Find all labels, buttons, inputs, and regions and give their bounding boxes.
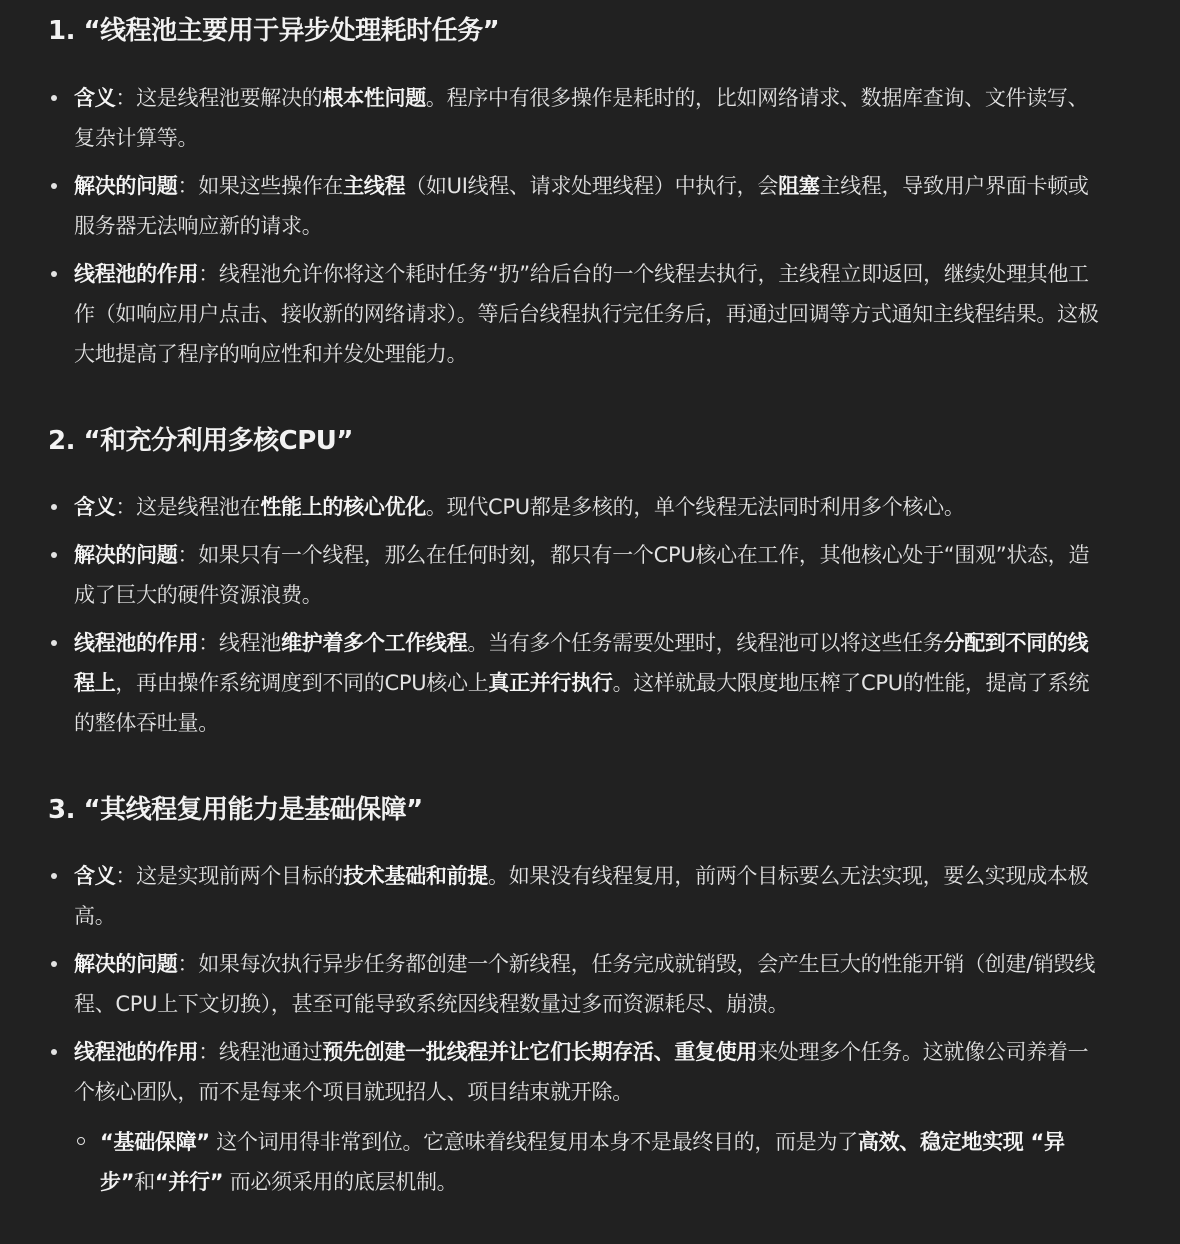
body-text: 主线程，导致用户界面卡顿或服务器无法响应新的请求。 [74, 174, 1089, 238]
item-label: 解决的问题 [74, 174, 178, 198]
body-text: 这是线程池在 [136, 495, 261, 519]
body-text: （如UI线程、请求处理线程）中执行，会 [405, 174, 779, 198]
label-colon: ： [115, 86, 137, 110]
sub-list-item [48, 1122, 1104, 1202]
body-text: 和 [134, 1170, 155, 1194]
body-text: 如果这些操作在 [198, 174, 344, 198]
bullet-list [48, 78, 1104, 374]
emphasis-text: “基础保障” [100, 1130, 210, 1154]
label-colon: ： [177, 174, 199, 198]
section-1 [48, 0, 1104, 374]
section-heading: 2. “和充分利用多核CPU” [48, 426, 353, 456]
list-item [48, 254, 1104, 374]
emphasis-text: 阻塞 [778, 174, 820, 198]
body-text: 如果每次执行异步任务都创建一个新线程，任务完成就销毁，会产生巨大的性能开销（创建/销毁线程、CPU上下文切换），甚至可能导致系统因线程数量过多而资源耗尽、崩溃。 [74, 952, 1096, 1016]
item-label: 含义 [74, 86, 116, 110]
body-text: 线程池通过 [218, 1040, 323, 1064]
item-label: 含义 [74, 495, 116, 519]
bullet-list [48, 487, 1104, 743]
label-colon: ： [198, 262, 219, 286]
bullet-list [48, 856, 1104, 1202]
label-colon: ： [198, 631, 219, 655]
body-text: 。如果没有线程复用，前两个目标要么无法实现，要么实现成本极高。 [74, 864, 1089, 928]
list-item [48, 487, 1104, 527]
emphasis-text: 技术基础和前提 [343, 864, 489, 888]
body-text: 线程池 [218, 631, 282, 655]
body-text: 如果只有一个线程，那么在任何时刻，都只有一个CPU核心在工作，其他核心处于“围观”状态，造成了巨大的硬件资源浪费。 [74, 543, 1090, 607]
section-3 [48, 743, 1104, 1202]
item-label: 线程池的作用 [74, 262, 199, 286]
label-colon: ： [177, 543, 199, 567]
section-heading: 1. “线程池主要用于异步处理耗时任务” [48, 16, 500, 46]
body-text: 。现代CPU都是多核的，单个线程无法同时利用多个核心。 [425, 495, 965, 519]
section-2 [48, 374, 1104, 743]
item-label: 线程池的作用 [74, 1040, 199, 1064]
emphasis-text: 真正并行执行 [488, 671, 613, 695]
emphasis-text: 主线程 [343, 174, 406, 198]
emphasis-text: 性能上的核心优化 [260, 495, 426, 519]
item-label: 线程池的作用 [74, 631, 199, 655]
body-text: ，再由操作系统调度到不同的CPU核心上 [115, 671, 489, 695]
item-label: 解决的问题 [74, 543, 178, 567]
body-text: 而必须采用的底层机制。 [223, 1170, 458, 1194]
body-text: 这是实现前两个目标的 [136, 864, 344, 888]
section-heading: 3. “其线程复用能力是基础保障” [48, 795, 423, 825]
body-text: 线程池允许你将这个耗时任务“扔”给后台的一个线程去执行，主线程立即返回，继续处理其他工作（如响应用户点击、接收新的网络请求）。等后台线程执行完任务后，再通过回调等方式通知主线程结果。这极大地提高了程序的响应性和并发处理能力。 [74, 262, 1099, 366]
emphasis-text: 维护着多个工作线程 [281, 631, 468, 655]
list-item [48, 535, 1104, 615]
list-item [48, 623, 1104, 743]
list-item [48, 944, 1104, 1024]
body-text: 来处理多个任务。这就像公司养着一个核心团队，而不是每来个项目就现招人、项目结束就开除。 [74, 1040, 1089, 1104]
body-text: 这个词用得非常到位。它意味着线程复用本身不是最终目的，而是为了 [209, 1130, 858, 1154]
label-colon: ： [198, 1040, 219, 1064]
emphasis-text: 预先创建一批线程并让它们长期存活、重复使用 [322, 1040, 758, 1064]
emphasis-text: 分配到不同的线程上 [74, 631, 1089, 695]
body-text: 。这样就最大限度地压榨了CPU的性能，提高了系统的整体吞吐量。 [74, 671, 1090, 735]
item-label: 解决的问题 [74, 952, 178, 976]
body-text: 这是线程池要解决的 [136, 86, 323, 110]
list-item [48, 166, 1104, 246]
body-text: 。程序中有很多操作是耗时的，比如网络请求、数据库查询、文件读写、复杂计算等。 [74, 86, 1089, 150]
list-item [48, 1032, 1104, 1112]
body-text: 。当有多个任务需要处理时，线程池可以将这些任务 [467, 631, 944, 655]
emphasis-text: 高效、稳定地实现 “异步” [100, 1130, 1065, 1194]
item-label: 含义 [74, 864, 116, 888]
emphasis-text: 根本性问题 [322, 86, 426, 110]
list-item [48, 78, 1104, 158]
label-colon: ： [177, 952, 199, 976]
label-colon: ： [115, 495, 137, 519]
label-colon: ： [115, 864, 137, 888]
list-item [48, 856, 1104, 936]
emphasis-text: “并行” [154, 1170, 224, 1194]
